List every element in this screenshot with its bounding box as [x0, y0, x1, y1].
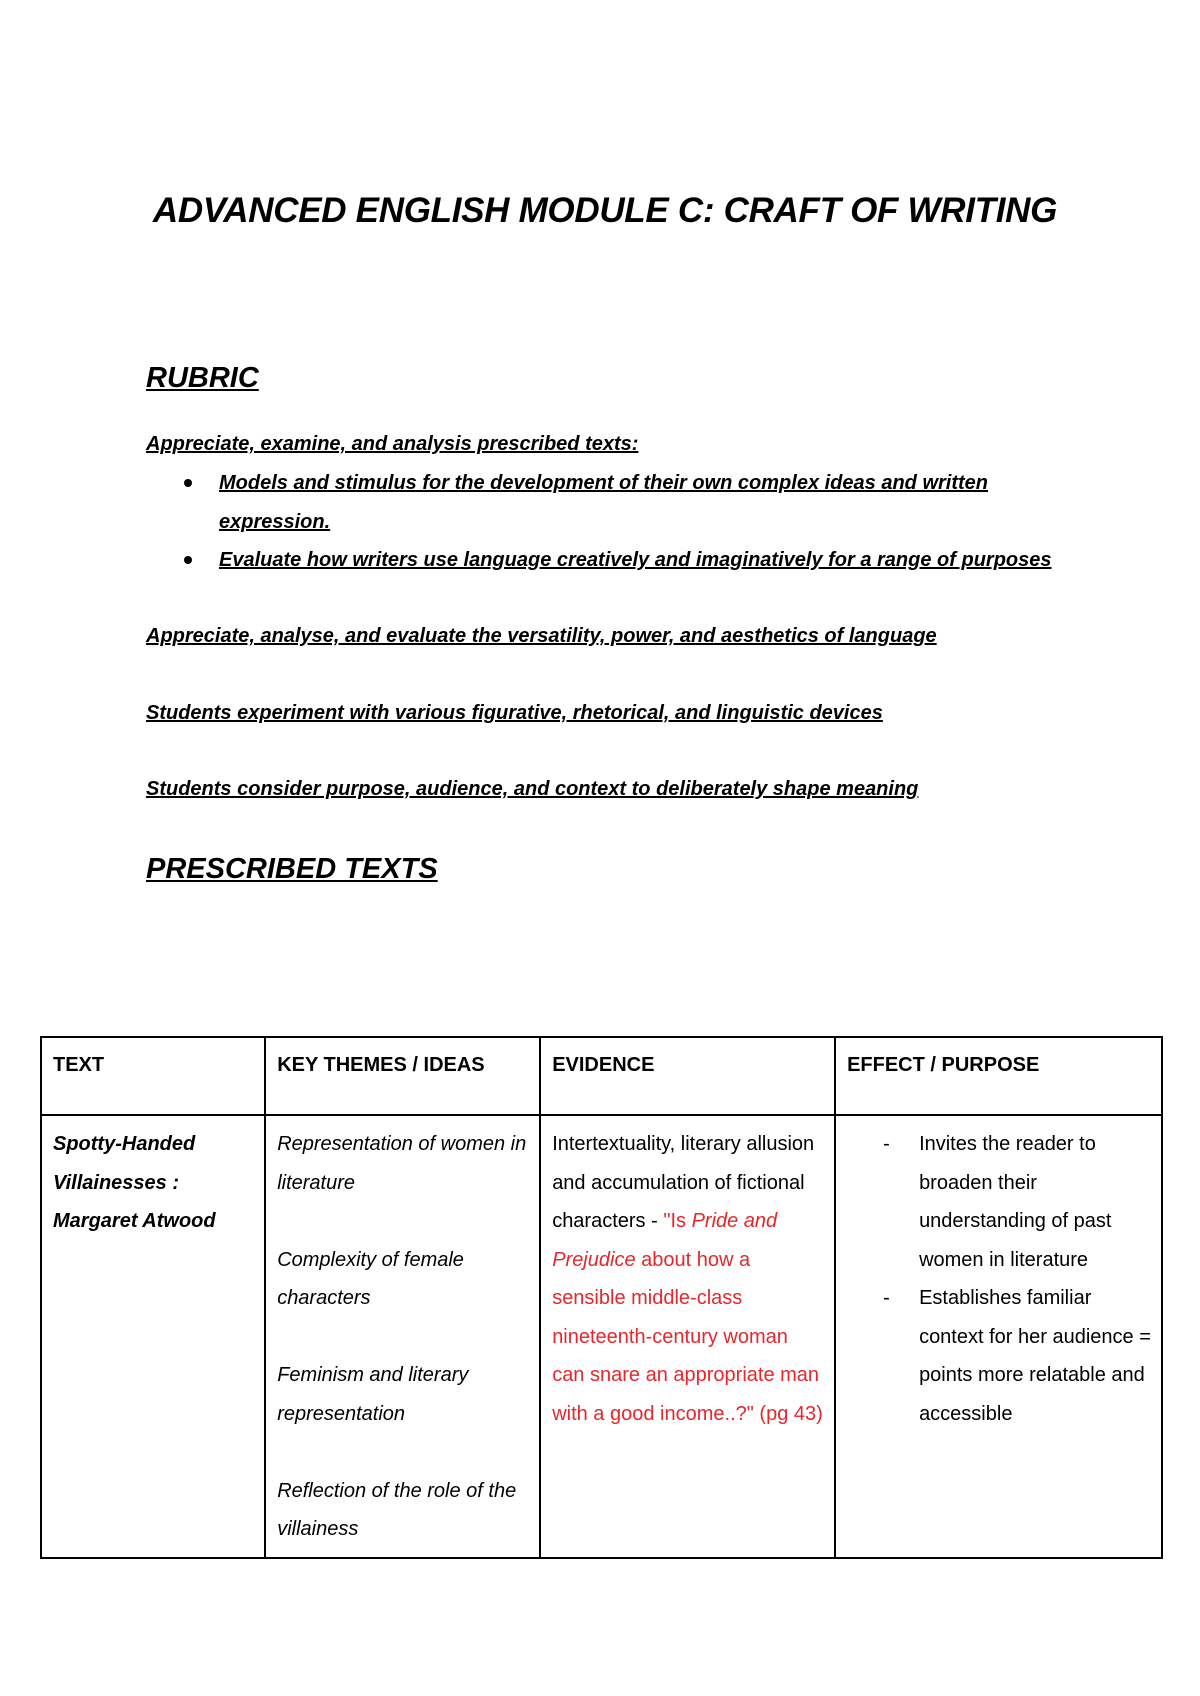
- quote-open: "Is: [663, 1210, 692, 1232]
- header-evidence: EVIDENCE: [540, 1037, 835, 1115]
- rubric-heading: RUBRIC: [146, 362, 259, 394]
- header-effect-purpose: EFFECT / PURPOSE: [835, 1037, 1162, 1115]
- dash-marker: -: [883, 1133, 890, 1155]
- rubric-bullet-item: [146, 541, 1066, 580]
- theme-item: Feminism and literary representation: [277, 1364, 469, 1425]
- evidence-quote: [552, 1210, 823, 1425]
- quote-book-title: Pride and Prejudice: [552, 1210, 778, 1271]
- dash-marker: -: [883, 1287, 890, 1309]
- theme-item: Reflection of the role of the villainess: [277, 1479, 517, 1540]
- text-title-cell: Spotty-Handed Villainesses : Margaret Atwood: [41, 1115, 265, 1558]
- rubric-bullet-item: [146, 464, 1066, 541]
- rubric-bullet-list: [146, 464, 1066, 580]
- header-text: TEXT: [41, 1037, 265, 1115]
- rubric-line-devices: Students experiment with various figurative, rhetorical, and linguistic devices: [146, 702, 883, 724]
- evidence-cell: [540, 1115, 835, 1558]
- effect-list: [847, 1125, 1151, 1433]
- page-title: ADVANCED ENGLISH MODULE C: CRAFT OF WRITING: [152, 191, 1058, 230]
- theme-item: Complexity of female characters: [277, 1248, 464, 1309]
- rubric-bullet-text: Evaluate how writers use language creatively and imaginatively for a range of purposes: [219, 549, 1052, 571]
- effect-item: [847, 1125, 1151, 1279]
- rubric-line-versatility: Appreciate, analyse, and evaluate the versatility, power, and aesthetics of language: [146, 625, 937, 647]
- quote-rest: about how a sensible middle-class nineteenth-century woman can snare an appropriate man with a good income..?" (pg 43): [552, 1248, 823, 1425]
- table-header-row: [41, 1037, 1162, 1115]
- prescribed-texts-table: [40, 1036, 1163, 1559]
- rubric-bullet-text: Models and stimulus for the development of their own complex ideas and written expression.: [219, 472, 988, 533]
- prescribed-texts-heading: PRESCRIBED TEXTS: [146, 853, 438, 885]
- evidence-intro: Intertextuality, literary allusion and accumulation of fictional characters -: [552, 1133, 815, 1232]
- header-key-themes: KEY THEMES / IDEAS: [265, 1037, 540, 1115]
- bullet-dot-icon: [184, 479, 192, 487]
- table-row: [41, 1115, 1162, 1558]
- bullet-dot-icon: [184, 556, 192, 564]
- themes-cell: [265, 1115, 540, 1558]
- rubric-line-purpose: Students consider purpose, audience, and context to deliberately shape meaning: [146, 778, 919, 800]
- effect-cell: [835, 1115, 1162, 1558]
- effect-item: [847, 1279, 1151, 1433]
- effect-text: Invites the reader to broaden their understanding of past women in literature: [919, 1133, 1112, 1271]
- effect-text: Establishes familiar context for her audience = points more relatable and accessible: [919, 1287, 1151, 1425]
- theme-item: Representation of women in literature: [277, 1133, 527, 1194]
- rubric-intro: Appreciate, examine, and analysis prescribed texts:: [146, 433, 639, 455]
